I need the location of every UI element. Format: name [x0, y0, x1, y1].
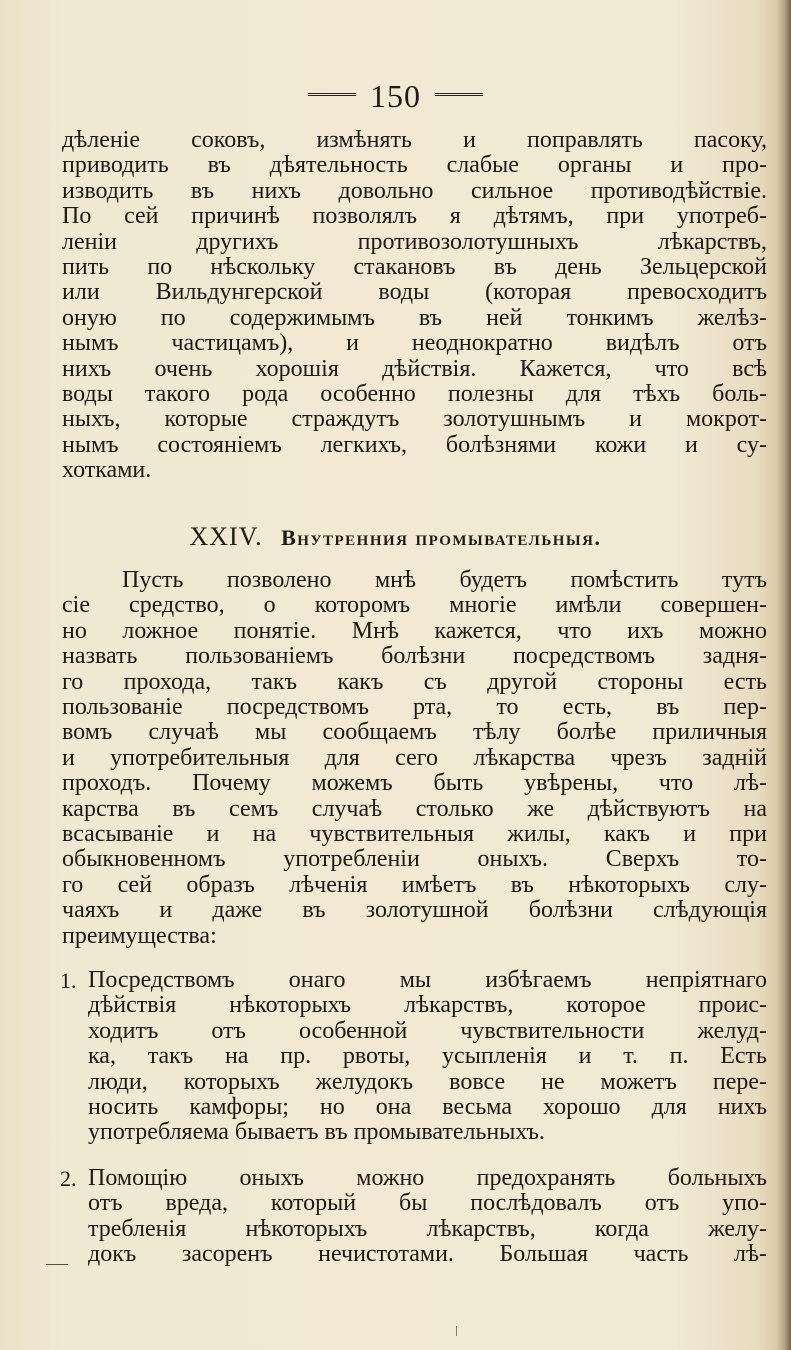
text-line: проходъ. Почему можемъ быть увѣрены, что лѣ-: [62, 770, 767, 797]
text-line: преимущества:: [62, 922, 217, 949]
item-number: 2.: [60, 1166, 77, 1191]
paragraph-1: [62, 128, 767, 484]
bottom-mark: [456, 1326, 457, 1336]
text-line: оную по содержимымъ въ ней тонкимъ желѣз-: [62, 304, 767, 331]
text-line: воды такого рода особенно полезны для тѣхъ боль-: [62, 381, 767, 408]
text-line: вомъ случаѣ мы сообщаемъ тѣлу болѣе приличныя: [62, 719, 767, 746]
text-line: ныхъ, которые страждутъ золотушнымъ и мокрот-: [62, 406, 767, 433]
text-line: чаяхъ и даже въ золотушной болѣзни слѣдующія: [62, 897, 767, 924]
text-line: носить камфоры; но она весьма хорошо для нихъ: [88, 1094, 767, 1121]
text-line: карства въ семъ случаѣ столько же дѣйствуютъ на: [62, 795, 767, 822]
text-line: Посредствомъ онаго мы избѣгаемъ непріятнаго: [88, 967, 767, 993]
item-number: 1.: [60, 968, 77, 993]
text-line: всасываніе и на чувствительныя жилы, какъ и при: [62, 821, 767, 848]
text-line: и употребительныя для сего лѣкарства чрезъ задній: [62, 744, 767, 771]
header-rule-left: [308, 93, 356, 99]
text-line: пить по нѣскольку стакановъ въ день Зельцерской: [62, 254, 767, 281]
text-line: отъ вреда, который бы послѣдовалъ отъ упо-: [88, 1190, 767, 1217]
section-title: Внутренния промывательныя.: [281, 525, 602, 550]
text-line: или Вильдунгерской воды (которая превосходитъ: [62, 279, 767, 306]
text-line: дѣйствія нѣкоторыхъ лѣкарствъ, которое проис-: [88, 992, 767, 1019]
text-line: го сей образъ лѣченія имѣетъ въ нѣкоторыхъ слу-: [62, 871, 767, 898]
text-line: Помощію оныхъ можно предохранять больныхъ: [88, 1165, 767, 1191]
text-line: нымъ состояніемъ легкихъ, болѣзнями кожи и су-: [62, 431, 767, 458]
text-line: леніи другихъ противозолотушныхъ лѣкарствъ,: [62, 228, 767, 255]
text-line: го прохода, такъ какъ съ другой стороны есть: [62, 668, 767, 695]
text-line: нымъ частицамъ), и неоднократно видѣлъ отъ: [62, 330, 767, 357]
text-line: сіе средство, о которомъ многіе имѣли совершен-: [62, 592, 767, 619]
page-binding-shadow: [777, 0, 791, 1350]
text-line: ка, такъ на пр. рвоты, усыпленія и т. п. Есть: [88, 1043, 767, 1070]
page-number: 150: [370, 77, 421, 114]
numbered-item-1: [62, 968, 767, 1146]
text-line: назвать пользованіемъ болѣзни посредствомъ задня-: [62, 643, 767, 670]
text-line: но ложное понятіе. Мнѣ кажется, что ихъ можно: [62, 617, 767, 644]
text-line: дѣленіе соковъ, измѣнять и поправлять пасоку,: [62, 127, 767, 153]
text-line: ходитъ отъ особенной чувствительности желуд-: [88, 1017, 767, 1044]
text-line: употребляема бываетъ въ промывательныхъ.: [88, 1119, 545, 1146]
text-line: По сей причинѣ позволялъ я дѣтямъ, при употреб-: [62, 203, 767, 230]
text-line: приводить въ дѣятельность слабые органы и про-: [62, 152, 767, 179]
text-line: требленія нѣкоторыхъ лѣкарствъ, когда желу-: [88, 1215, 767, 1242]
text-line: люди, которыхъ желудокъ вовсе не можетъ пере-: [88, 1068, 767, 1095]
paragraph-2: [62, 568, 767, 949]
text-line: нихъ очень хорошія дѣйствія. Кажется, что всѣ: [62, 355, 767, 382]
section-heading: [0, 522, 791, 552]
text-line: изводить въ нихъ довольно сильное противодѣйствіе.: [62, 177, 767, 204]
text-line: обыкновенномъ употребленіи оныхъ. Сверхъ то-: [62, 846, 767, 873]
page-header: [0, 78, 791, 114]
numbered-item-2: [62, 1166, 767, 1268]
text-line: Пусть позволено мнѣ будетъ помѣстить тутъ: [122, 567, 767, 593]
text-line: хотками.: [62, 457, 152, 484]
text-line: докъ засоренъ нечистотами. Большая часть лѣ-: [88, 1241, 767, 1268]
margin-mark: [46, 1264, 68, 1265]
section-number: XXIV.: [189, 522, 263, 551]
text-line: пользованіе посредствомъ рта, то есть, въ пер-: [62, 694, 767, 721]
header-rule-right: [435, 93, 483, 99]
